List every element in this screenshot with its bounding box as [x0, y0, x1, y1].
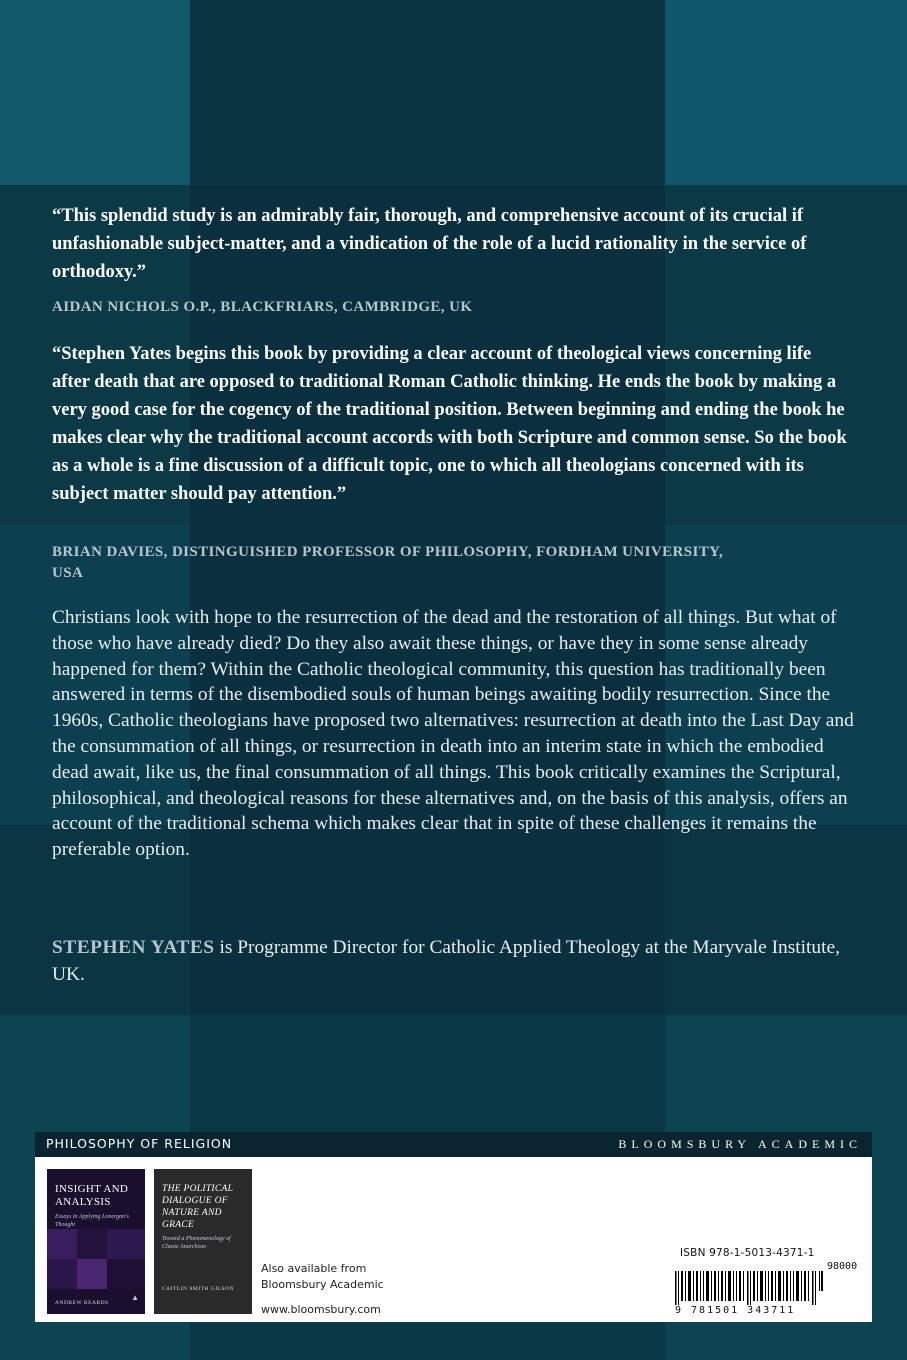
- price-code: 98000: [827, 1261, 858, 1272]
- cover-square: [77, 1259, 107, 1289]
- related-book-title-1: INSIGHT AND ANALYSIS: [55, 1183, 129, 1208]
- cover-square: [77, 1229, 107, 1259]
- related-book-title-2: THE POLITICAL DIALOGUE OF NATURE AND GRACE: [162, 1184, 234, 1230]
- book-description: Christians look with hope to the resurrection of the dead and the restoration of all things. But what of those who have already died? Do they also await these things, or have they in some sense already happened for them? Within the Catholic theological community, this question has traditionally been answered in terms of the disembodied souls of human beings awaiting bodily resurrection. Since the 1960s, Catholic theologians have proposed two alternatives: resurrection at death into the Last Day and the consummation of all things, or resurrection in death into an interim state in which the embodied dead await, like us, the final consummation of all things. This book critically examines the Scriptural, philosophical, and theological reasons for these alternatives and, on the basis of this analysis, offers an account of the traditional schema which makes clear that in spite of these challenges it remains the preferable option.: [52, 607, 854, 861]
- endorsement-attribution-1: AIDAN NICHOLS O.P., BLACKFRIARS, CAMBRIDGE, UK: [52, 299, 473, 315]
- related-book-cover-1[interactable]: [47, 1169, 145, 1314]
- barcode-graphic: [675, 1271, 825, 1305]
- related-book-cover-2[interactable]: [154, 1169, 252, 1314]
- endorsement-attribution-2: BRIAN DAVIES, DISTINGUISHED PROFESSOR OF PHILOSOPHY, FORDHAM UNIVERSITY, USA: [52, 544, 724, 581]
- cover-square: [47, 1259, 77, 1289]
- endorsement-quote-1: “This splendid study is an admirably fair, thorough, and comprehensive account of its crucial if unfashionable subject-matter, and a vindication of the role of a lucid rationality in the service of orthodoxy.”: [52, 206, 807, 282]
- category-bar: [35, 1132, 872, 1157]
- related-book-author-2: CAITLIN SMITH GILSON: [162, 1286, 235, 1292]
- cover-square: [107, 1229, 145, 1259]
- author-bio: [52, 934, 858, 988]
- publisher-name: BLOOMSBURY ACADEMIC: [618, 1137, 862, 1151]
- related-book-author-1: ANDREW BEARDS: [55, 1300, 109, 1306]
- also-available-text: Also available from Bloomsbury Academic: [261, 1262, 384, 1291]
- endorsement-quote-2: “Stephen Yates begins this book by providing a clear account of theological views concerning life after death that are opposed to traditional Roman Catholic thinking. He ends the book by making a very good case for the cogency of the traditional position. Between beginning and ending the book he makes clear why the traditional account accords with both Scripture and common sense. So the book as a whole is a fine discussion of a difficult topic, one to which all theologians concerned with its subject matter should pay attention.”: [52, 344, 847, 504]
- category-label: PHILOSOPHY OF RELIGION: [46, 1136, 233, 1151]
- author-bio-text: is Programme Director for Catholic Applied Theology at the Maryvale Institute, UK.: [52, 937, 840, 985]
- related-book-subtitle-2: Toward a Phenomenology of Chaste Anarchism: [162, 1236, 231, 1250]
- publisher-logo-icon: ▲: [131, 1293, 139, 1302]
- cover-square: [47, 1229, 77, 1259]
- cover-square: [107, 1259, 145, 1289]
- isbn-label: ISBN 978-1-5013-4371-1: [680, 1247, 815, 1259]
- barcode-digits: 9 781501 343711: [675, 1305, 796, 1316]
- related-books-panel: [35, 1157, 872, 1322]
- author-name: STEPHEN YATES: [52, 937, 215, 958]
- website-link[interactable]: www.bloomsbury.com: [261, 1303, 381, 1316]
- related-book-subtitle-1: Essays in Applying Lonergan's Thought: [55, 1214, 129, 1228]
